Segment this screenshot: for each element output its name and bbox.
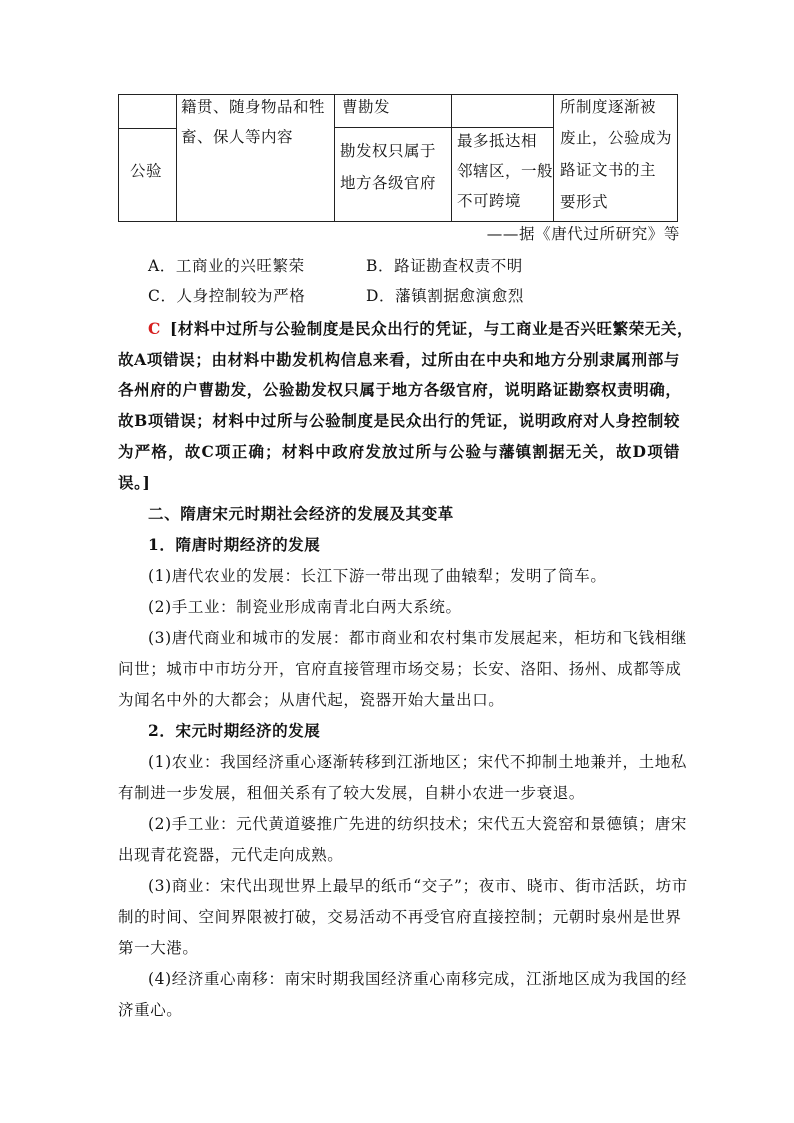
table-cell-note-line2: 废止，公验成为 [560, 129, 673, 147]
sub2-paragraph-2-line1: (2)手工业：元代黄道婆推广先进的纺织技术；宋代五大瓷窑和景德镇；唐宋 [148, 815, 687, 833]
answer-letter: C [148, 319, 161, 338]
table-cell-range-line3: 不可跨境 [457, 192, 522, 210]
sub2-paragraph-2-line2: 出现青花瓷器，元代走向成熟。 [118, 846, 344, 864]
sub1-paragraph-3-line2: 问世；城市中市坊分开，官府直接管理市场交易；长安、洛阳、扬州、成都等成 [118, 660, 682, 678]
option-d: D．藩镇割据愈演愈烈 [366, 287, 524, 305]
table-cell-issuer-auth-line2: 地方各级官府 [340, 174, 437, 192]
table-cell-category: 公验 [130, 162, 163, 180]
route-certificate-table [118, 94, 678, 222]
source-citation: ——据《唐代过所研究》等 [486, 225, 680, 243]
subsection-2-heading: 2．宋元时期经济的发展 [148, 721, 321, 740]
sub2-paragraph-1-line1: (1)农业：我国经济重心逐渐转移到江浙地区；宋代不抑制土地兼并，土地私 [148, 753, 687, 771]
section-heading: 二、隋唐宋元时期社会经济的发展及其变革 [148, 504, 454, 523]
sub1-paragraph-1: (1)唐代农业的发展：长江下游一带出现了曲辕犁；发明了筒车。 [148, 567, 607, 585]
answer-line-2: 故A项错误；由材料中勘发机构信息来看，过所由在中央和地方分别隶属刑部与 [118, 350, 680, 369]
sub2-paragraph-3-line1: (3)商业：宋代出现世界上最早的纸币“交子”；夜市、晓市、街市活跃，坊市 [148, 877, 688, 895]
sub2-paragraph-4-line2: 济重心。 [118, 1001, 183, 1019]
sub2-paragraph-3-line2: 制的时间、空间界限被打破，交易活动不再受官府直接控制；元朝时泉州是世界 [118, 908, 682, 926]
table-row-divider-col1 [118, 128, 177, 129]
table-divider-col2 [334, 94, 335, 222]
table-cell-note-line1: 所制度逐渐被 [560, 98, 657, 116]
sub2-paragraph-1-line2: 有制进一步发展，租佃关系有了较大发展，自耕小农进一步衰退。 [118, 784, 585, 802]
table-cell-range-line1: 最多抵达相 [457, 132, 538, 150]
answer-line-1: [材料中过所与公验制度是民众出行的凭证，与工商业是否兴旺繁荣无关， [170, 319, 694, 338]
table-cell-note-line4: 要形式 [560, 193, 609, 211]
table-divider-col3 [451, 94, 452, 222]
table-divider-col4 [553, 94, 554, 222]
table-cell-content-line1: 籍贯、随身物品和牲 [181, 98, 326, 116]
sub1-paragraph-2: (2)手工业：制瓷业形成南青北白两大系统。 [148, 598, 462, 616]
sub1-paragraph-3-line3: 为闻名中外的大都会；从唐代起，瓷器开始大量出口。 [118, 691, 505, 709]
option-b: B．路证勘查权责不明 [366, 257, 523, 275]
table-divider-col1 [176, 94, 177, 222]
answer-line-4: 故B项错误；材料中过所与公验制度是民众出行的凭证，说明政府对人身控制较 [118, 411, 680, 430]
table-border-left [118, 94, 119, 222]
subsection-1-heading: 1．隋唐时期经济的发展 [148, 535, 321, 554]
answer-line-6: 误。] [118, 473, 151, 492]
sub2-paragraph-4-line1: (4)经济重心南移：南宋时期我国经济重心南移完成，江浙地区成为我国的经 [148, 970, 687, 988]
option-c: C．人身控制较为严格 [148, 287, 306, 305]
table-cell-note-line3: 路证文书的主 [560, 161, 657, 179]
sub1-paragraph-3-line1: (3)唐代商业和城市的发展：都市商业和农村集市发展起来，柜坊和飞钱相继 [148, 629, 687, 647]
table-border-bottom [118, 221, 678, 222]
answer-line-3: 各州府的户曹勘发，公验勘发权只属于地方各级官府，说明路证勘察权责明确， [118, 380, 682, 399]
table-cell-issuer-auth-line1: 勘发权只属于 [340, 142, 437, 160]
table-cell-content-line2: 畜、保人等内容 [181, 128, 294, 146]
table-border-right [677, 94, 678, 222]
sub2-paragraph-3-line3: 第一大港。 [118, 939, 199, 957]
table-cell-issuer: 曹勘发 [342, 98, 391, 116]
table-cell-range-line2: 邻辖区，一般 [457, 162, 554, 180]
option-a: A．工商业的兴旺繁荣 [148, 257, 305, 275]
answer-line-5: 为严格，故C项正确；材料中政府发放过所与公验与藩镇割据无关，故D项错 [118, 442, 680, 461]
